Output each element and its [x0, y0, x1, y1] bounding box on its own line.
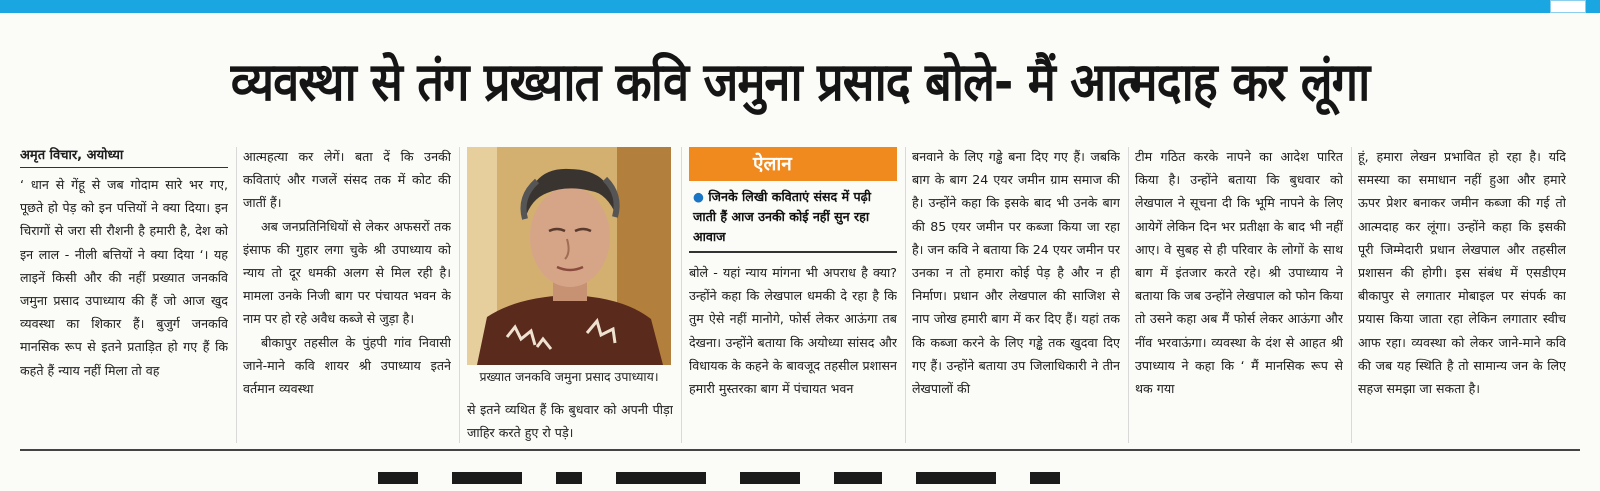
teaser-text: जिनके लिखी कविताएं संसद में पढ़ी जाती हैं आज उनकी कोई नहीं सुन रहा आवाज: [693, 189, 872, 244]
column-divider: [1128, 147, 1129, 443]
photo-caption: प्रख्यात जनकवि जमुना प्रसाद उपाध्याय।: [479, 369, 659, 384]
poet-photo: [467, 147, 671, 365]
column-divider: [681, 147, 682, 443]
masthead-box: [1550, 0, 1586, 13]
column-2-para-1: आत्महत्या कर लेगें। बता दें कि उनकी कविताएं और गजलें संसद तक में कोट की जातीं हैं।: [243, 149, 451, 211]
column-7-text: हूं, हमारा लेखन प्रभावित हो रहा है। यदि समस्या का समाधान नहीं हुआ और हमारे ऊपर प्रेशर बनाकर जमीन कब्जा की गई तो आत्मदाह कर लूंगा। उन्होंने कहा कि इसकी पूरी जिम्मेदारी प्रधान लेखपाल और तहसील प्रशासन की होगी। इस संबंध में एसडीएम बीकापुर से लगातार मोबाइल पर संपर्क का प्रयास किया जाता रहा लेकिन लगातार स्वीच आफ रहा। व्यवस्था को लेकर जाने-माने कवि की जब यह स्थिति है तो सामान्य जन के लिए सहज समझा जा सकता है।: [1358, 149, 1566, 397]
column-divider: [905, 147, 906, 443]
column-1-text: ‘ धान से गेंहू से जब गोदाम सारे भर गए, पूछते हो पेड़ को इन पत्तियों ने क्या दिया। इन चिरागों से जरा सी रौशनी है हमारी है, देश को इन लाल - नीली बत्तियों ने क्या दिया ‘। यह लाइनें किसी और की नहीं प्रख्यात जनकवि जमुना प्रसाद उपाध्याय की हैं जो आज खुद व्यवस्था का शिकार हैं। बुजुर्ग जनकवि मानसिक रूप से इतने प्रताड़ित हो गए हैं कि कहते हैं न्याय नहीं मिला तो वह: [20, 177, 228, 378]
column-5-text: बनवाने के लिए गड्ढे बना दिए गए हैं। जबकि बाग के बाग 24 एयर जमीन ग्राम समाज की है। उन्होंने कहा कि इसके बाद भी उनके बाग की 85 एयर जमीन पर कब्जा किया जा रहा है। जन कवि ने बताया कि 24 एयर जमीन पर उनका न तो हमारा कोई पेड़ है और न ही निर्माण। प्रधान और लेखपाल की साजिश से नाप जोख हमारी बाग में कर दिए हैं। यहां तक कि कब्जा करने के लिए गड्ढे तक खुदवा दिए गए हैं। उन्होंने बताया उप जिलाधिकारी ने तीन लेखपालों की: [912, 149, 1120, 397]
next-headline-cropped: [378, 472, 1278, 490]
bullet-icon: ●: [693, 189, 704, 204]
article-column-4: [689, 261, 897, 446]
highlight-teaser: [689, 181, 897, 251]
article-column-6: [1135, 145, 1343, 445]
announcement-tag: ऐलान: [689, 147, 897, 181]
teaser-rule: [689, 251, 897, 253]
column-divider: [1351, 147, 1352, 443]
masthead-bar: [0, 0, 1600, 13]
highlight-box: [689, 147, 897, 253]
column-3-text: से इतने व्यथित हैं कि बुधवार को अपनी पीड़ा जाहिर करते हुए रो पड़े।: [467, 402, 673, 441]
column-6-text: टीम गठित करके नापने का आदेश पारित किया है। उन्होंने बताया कि बुधवार को लेखपाल ने सूचना दी कि भूमि नापने के लिए आयेगें लेकिन दिन भर प्रतीक्षा के बाद भी नहीं आए। वे सुबह से ही परिवार के लोगों के साथ बाग में इंतजार करते रहे। श्री उपाध्याय ने बताया कि जब उन्होंने लेखपाल को फोन किया तो उसने कहा अब मैं फोर्स लेकर आऊंगा और नींव भरवाऊंगा। व्यवस्था के दंश से आहत श्री उपाध्याय ने कहा कि ‘ मैं मानसिक रूप से थक गया: [1135, 149, 1343, 397]
article-column-3-tail: [467, 398, 673, 446]
column-divider: [459, 147, 460, 443]
article-column-7: [1358, 145, 1566, 445]
column-2-para-2: अब जनप्रतिनिधियों से लेकर अफसरों तक इंसाफ की गुहार लगा चुके श्री उपाध्याय को न्याय तो दूर धमकी अलग से मिल रही है। मामला उनके निजी बाग पर पंचायत भवन के नाम पर हो रहे अवैध कब्जे से जुड़ा है।: [243, 218, 451, 327]
byline: अमृत विचार, अयोध्या: [20, 145, 228, 168]
column-divider: [236, 147, 237, 443]
article-column-2: [243, 145, 451, 445]
article-column-5: [912, 145, 1120, 445]
article-headline: व्यवस्था से तंग प्रख्यात कवि जमुना प्रसाद बोले- मैं आत्मदाह कर लूंगा: [230, 51, 1370, 114]
column-2-para-3: बीकापुर तहसील के पुंहपी गांव निवासी जाने-माने कवि शायर श्री उपाध्याय इतने वर्तमान व्यवस्था: [243, 334, 451, 397]
section-rule: [20, 449, 1580, 451]
article-column-1: [20, 145, 228, 445]
column-4-text: बोले - यहां न्याय मांगना भी अपराध है क्या? उन्होंने कहा कि लेखपाल धमकी दे रहा है कि तुम ऐसे नहीं मानोगे, फोर्स लेकर आऊंगा तब देखना। उन्होंने बताया कि अयोध्या सांसद और विधायक के कहने के बावजूद तहसील प्रशासन हमारी मुस्तरका बाग में पंचायत भवन: [689, 265, 897, 397]
